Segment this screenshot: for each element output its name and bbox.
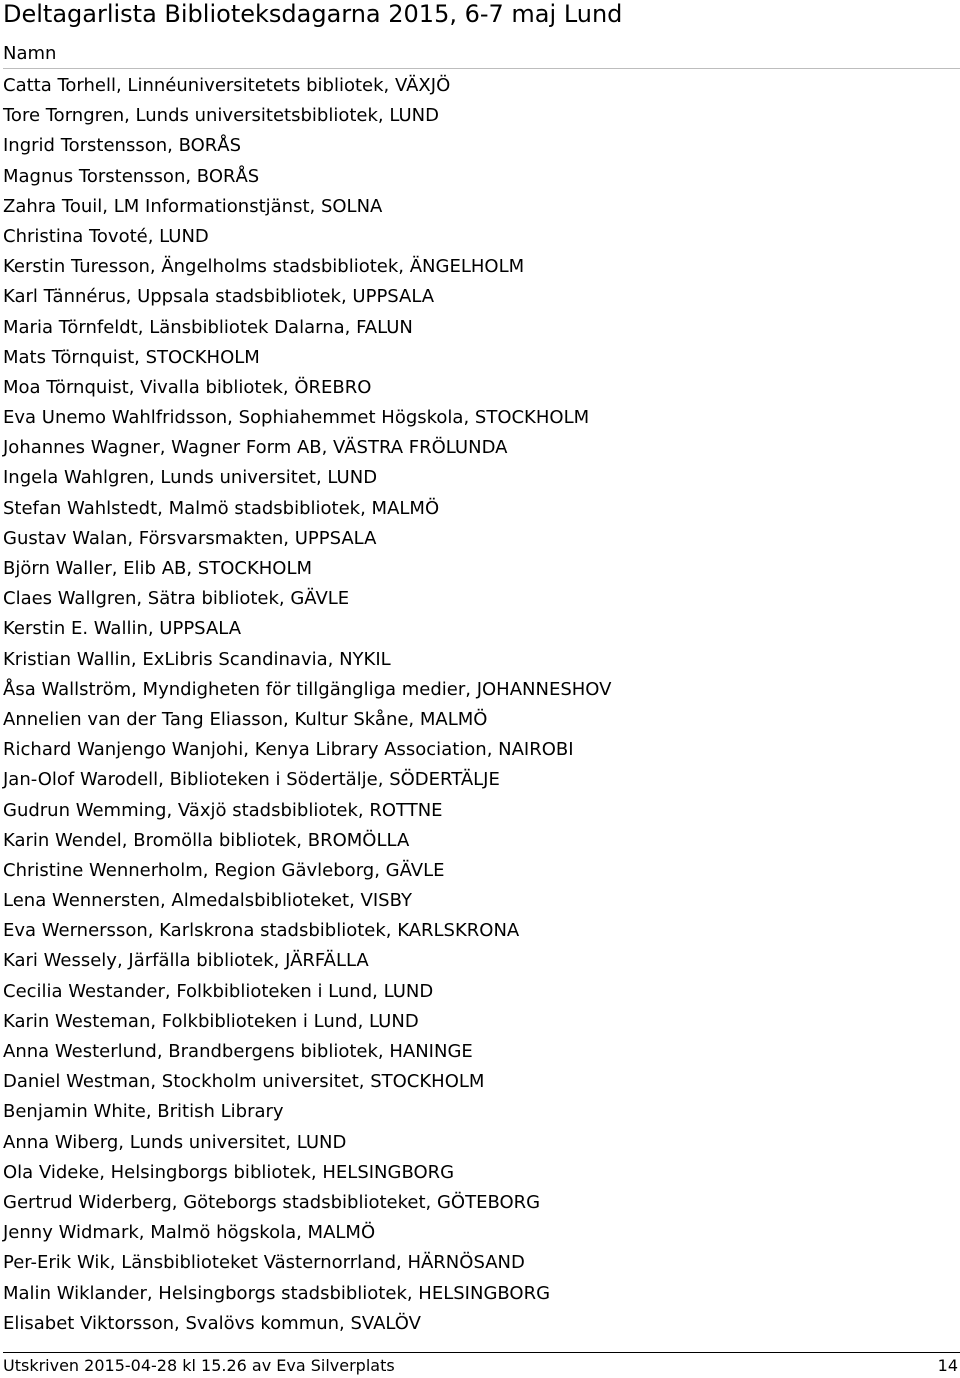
participant-row: Jenny Widmark, Malmö högskola, MALMÖ bbox=[3, 1222, 376, 1244]
participant-row: Åsa Wallström, Myndigheten för tillgängliga medier, JOHANNESHOV bbox=[3, 678, 612, 700]
participant-row: Kerstin Turesson, Ängelholms stadsbibliotek, ÄNGELHOLM bbox=[3, 256, 525, 278]
participant-row: Christina Tovoté, LUND bbox=[3, 225, 209, 247]
participant-row: Maria Törnfeldt, Länsbibliotek Dalarna, FALUN bbox=[3, 316, 413, 338]
page-footer bbox=[3, 1352, 960, 1378]
participant-row: Stefan Wahlstedt, Malmö stadsbibliotek, MALMÖ bbox=[3, 497, 440, 519]
participant-row: Anna Westerlund, Brandbergens bibliotek, HANINGE bbox=[3, 1041, 473, 1062]
participant-row: Gustav Walan, Försvarsmakten, UPPSALA bbox=[3, 527, 377, 549]
participant-row: Malin Wiklander, Helsingborgs stadsbibliotek, HELSINGBORG bbox=[3, 1282, 551, 1304]
participant-row: Kari Wessely, Järfälla bibliotek, JÄRFÄLLA bbox=[3, 950, 369, 972]
participant-row: Jan-Olof Warodell, Biblioteken i Södertälje, SÖDERTÄLJE bbox=[3, 769, 500, 791]
participant-row: Ingrid Torstensson, BORÅS bbox=[3, 135, 242, 157]
participant-row: Annelien van der Tang Eliasson, Kultur Skåne, MALMÖ bbox=[3, 708, 488, 730]
participant-row: Moa Törnquist, Vivalla bibliotek, ÖREBRO bbox=[3, 376, 372, 398]
participant-row: Gertrud Widerberg, Göteborgs stadsbiblioteket, GÖTEBORG bbox=[3, 1191, 541, 1213]
participant-row: Johannes Wagner, Wagner Form AB, VÄSTRA FRÖLUNDA bbox=[3, 437, 508, 459]
participant-row: Richard Wanjengo Wanjohi, Kenya Library Association, NAIROBI bbox=[3, 739, 574, 761]
participant-row: Ola Videke, Helsingborgs bibliotek, HELSINGBORG bbox=[3, 1161, 455, 1183]
participant-row: Benjamin White, British Library bbox=[3, 1101, 284, 1123]
participant-row: Eva Wernersson, Karlskrona stadsbibliotek, KARLSKRONA bbox=[3, 920, 520, 942]
participant-row: Elisabet Viktorsson, Svalövs kommun, SVALÖV bbox=[3, 1312, 421, 1334]
participant-row: Kristian Wallin, ExLibris Scandinavia, NYKIL bbox=[3, 648, 391, 670]
participant-row: Daniel Westman, Stockholm universitet, STOCKHOLM bbox=[3, 1071, 485, 1093]
participant-row: Christine Wennerholm, Region Gävleborg, GÄVLE bbox=[3, 859, 445, 881]
participant-row: Cecilia Westander, Folkbiblioteken i Lund, LUND bbox=[3, 980, 434, 1002]
participant-row: Zahra Touil, LM Informationstjänst, SOLNA bbox=[3, 195, 383, 217]
participant-row: Lena Wennersten, Almedalsbiblioteket, VISBY bbox=[3, 890, 412, 912]
participant-row: Anna Wiberg, Lunds universitet, LUND bbox=[3, 1131, 347, 1153]
participant-row: Ingela Wahlgren, Lunds universitet, LUND bbox=[3, 467, 378, 489]
participant-row: Karin Westeman, Folkbiblioteken i Lund, LUND bbox=[3, 1010, 419, 1032]
participant-list bbox=[3, 71, 611, 1339]
page-title: Deltagarlista Biblioteksdagarna 2015, 6-7 maj Lund bbox=[3, 0, 623, 28]
footer-page-number: 14 bbox=[937, 1356, 958, 1375]
participant-row: Tore Torngren, Lunds universitetsbibliotek, LUND bbox=[3, 105, 439, 127]
footer-printed-info: Utskriven 2015-04-28 kl 15.26 av Eva Silverplats bbox=[3, 1356, 395, 1375]
participant-row: Per-Erik Wik, Länsbiblioteket Västernorrland, HÄRNÖSAND bbox=[3, 1252, 525, 1274]
participant-row: Gudrun Wemming, Växjö stadsbibliotek, ROTTNE bbox=[3, 799, 443, 821]
participant-row: Kerstin E. Wallin, UPPSALA bbox=[3, 618, 242, 640]
participant-row: Björn Waller, Elib AB, STOCKHOLM bbox=[3, 558, 313, 579]
participant-row: Eva Unemo Wahlfridsson, Sophiahemmet Högskola, STOCKHOLM bbox=[3, 407, 590, 429]
participant-row: Mats Törnquist, STOCKHOLM bbox=[3, 346, 260, 368]
participant-row: Karin Wendel, Bromölla bibliotek, BROMÖLLA bbox=[3, 829, 410, 851]
participant-row: Magnus Torstensson, BORÅS bbox=[3, 165, 260, 187]
column-header-name: Namn bbox=[3, 42, 960, 69]
participant-row: Karl Tännérus, Uppsala stadsbibliotek, UPPSALA bbox=[3, 286, 435, 308]
participant-row: Claes Wallgren, Sätra bibliotek, GÄVLE bbox=[3, 588, 350, 610]
participant-row: Catta Torhell, Linnéuniversitetets bibliotek, VÄXJÖ bbox=[3, 75, 451, 96]
